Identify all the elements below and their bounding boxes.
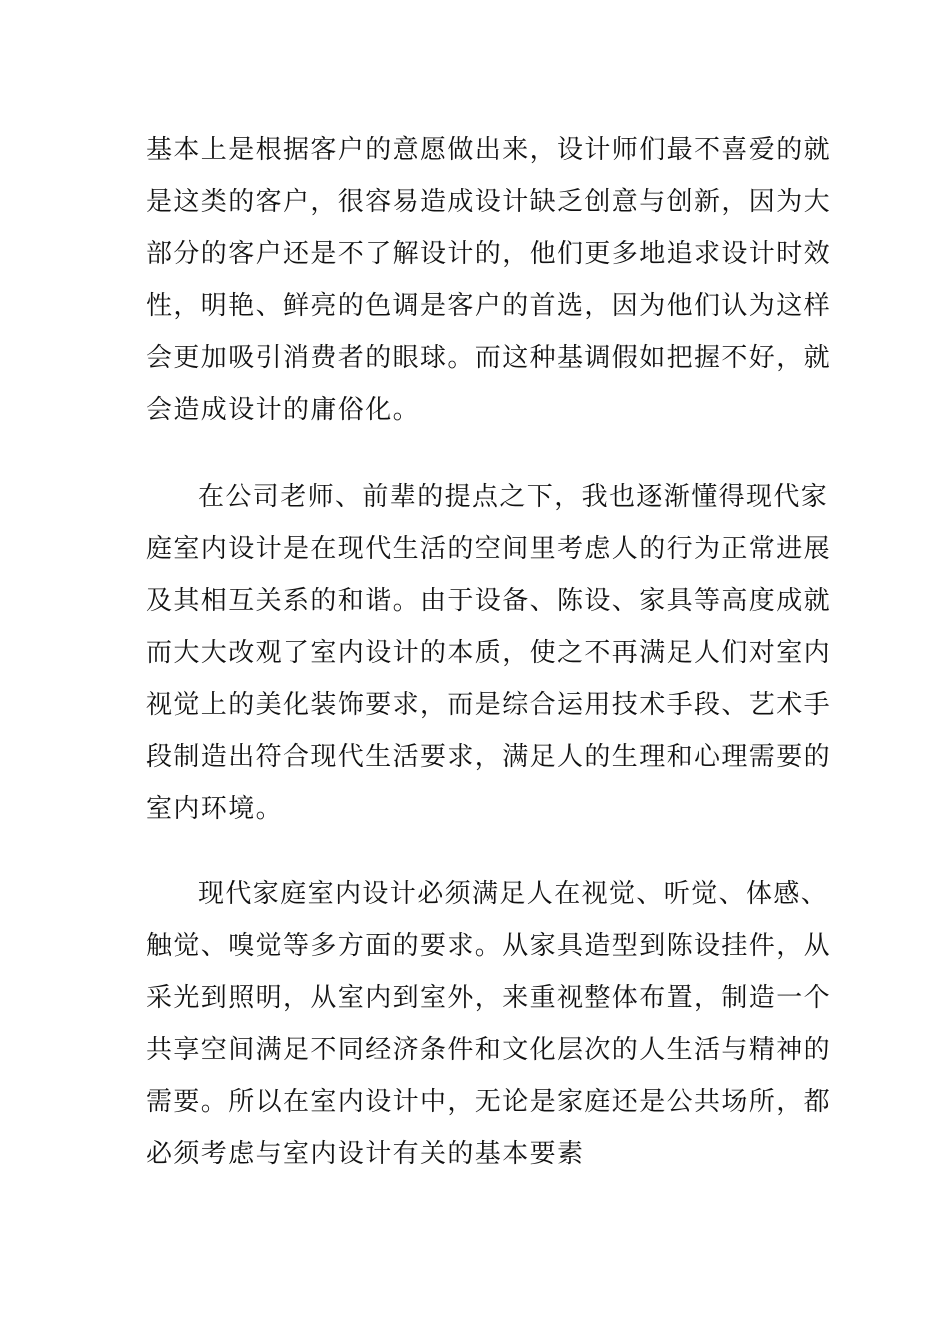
text-line: 现代家庭室内设计必须满足人在视觉、听觉、体感、 [198, 879, 829, 909]
text-line: 及其相互关系的和谐。由于设备、陈设、家具等高度成就 [146, 586, 832, 616]
text-line: 视觉上的美化装饰要求，而是综合运用技术手段、艺术手 [146, 690, 832, 720]
paragraph-sensory-requirements [146, 868, 832, 1180]
text-line: 部分的客户还是不了解设计的，他们更多地追求设计时效 [146, 239, 832, 269]
text-line: 段制造出符合现代生活要求，满足人的生理和心理需要的 [146, 742, 832, 772]
text-line: 触觉、嗅觉等多方面的要求。从家具造型到陈设挂件，从 [146, 931, 832, 961]
text-line: 共享空间满足不同经济条件和文化层次的人生活与精神的 [146, 1035, 832, 1065]
text-line: 性，明艳、鲜亮的色调是客户的首选，因为他们认为这样 [146, 291, 832, 321]
text-line: 基本上是根据客户的意愿做出来，设计师们最不喜爱的就 [146, 135, 832, 165]
paragraph-modern-interior-design [146, 471, 832, 835]
text-line: 在公司老师、前辈的提点之下，我也逐渐懂得现代家 [198, 482, 829, 512]
paragraph-client-preferences [146, 124, 832, 436]
text-line: 庭室内设计是在现代生活的空间里考虑人的行为正常进展 [146, 534, 832, 564]
text-line: 而大大改观了室内设计的本质，使之不再满足人们对室内 [146, 638, 832, 668]
text-line: 采光到照明，从室内到室外，来重视整体布置，制造一个 [146, 983, 832, 1013]
text-line: 会更加吸引消费者的眼球。而这种基调假如把握不好，就 [146, 343, 832, 373]
text-line: 必须考虑与室内设计有关的基本要素 [146, 1139, 585, 1169]
text-line: 会造成设计的庸俗化。 [146, 395, 421, 425]
text-line: 室内环境。 [146, 794, 284, 824]
text-line: 需要。所以在室内设计中，无论是家庭还是公共场所，都 [146, 1087, 832, 1117]
text-line: 是这类的客户，很容易造成设计缺乏创意与创新，因为大 [146, 187, 832, 217]
